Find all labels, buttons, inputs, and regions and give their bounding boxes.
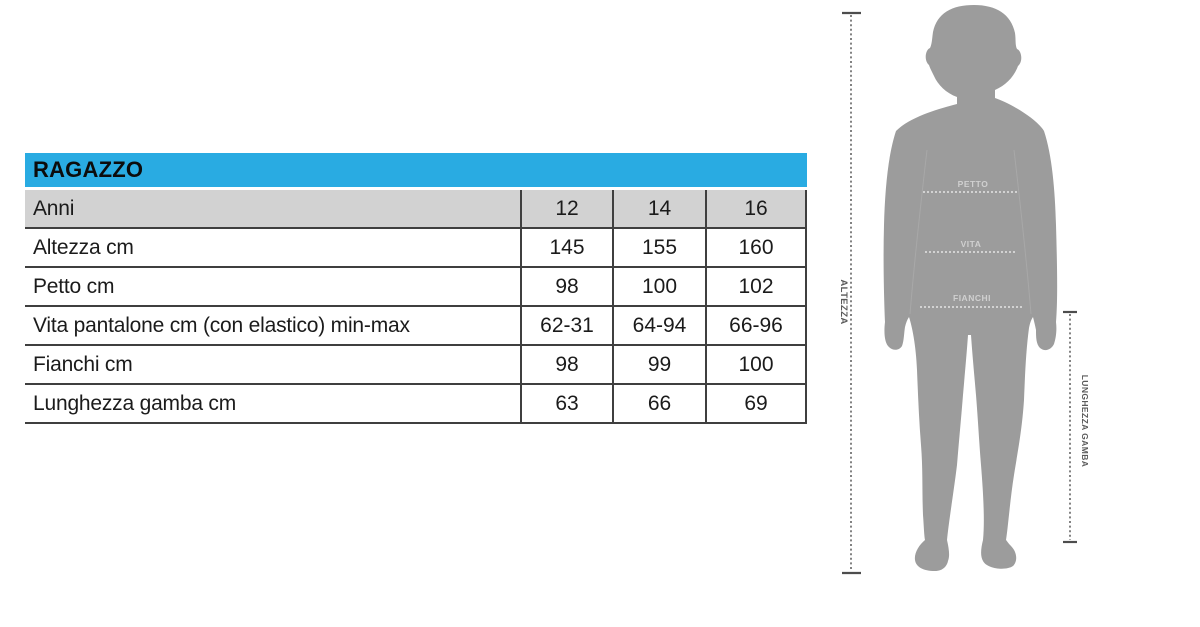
row-label: Petto cm: [33, 274, 115, 298]
chest-label: PETTO: [957, 179, 989, 189]
waist-label: VITA: [960, 239, 982, 249]
leg-length-label: LUNGHEZZA GAMBA: [1080, 374, 1090, 468]
body-measurement-diagram: [830, 0, 1200, 627]
table-row-altezza: [25, 229, 807, 268]
cell-value: 160: [705, 229, 807, 266]
table-row-anni: [25, 190, 807, 229]
table-title: RAGAZZO: [33, 157, 144, 182]
row-label: Fianchi cm: [33, 352, 133, 376]
row-header-label: Anni: [33, 196, 75, 220]
table-title-bar: [25, 153, 807, 187]
cell-value: 66-96: [705, 307, 807, 344]
size-col-12: 12: [520, 190, 612, 227]
measurement-figure-svg: [830, 0, 1200, 627]
size-table: [25, 153, 807, 424]
cell-value: 155: [612, 229, 705, 266]
table-row-lunghezza-gamba: [25, 385, 807, 424]
cell-value: 102: [705, 268, 807, 305]
row-label: Altezza cm: [33, 235, 134, 259]
cell-value: 63: [520, 385, 612, 422]
cell-value: 69: [705, 385, 807, 422]
table-row-fianchi: [25, 346, 807, 385]
cell-value: 66: [612, 385, 705, 422]
cell-value: 62-31: [520, 307, 612, 344]
cell-value: 145: [520, 229, 612, 266]
hips-label: FIANCHI: [953, 293, 991, 303]
cell-value: 64-94: [612, 307, 705, 344]
size-col-16: 16: [705, 190, 807, 227]
boy-silhouette: [884, 5, 1058, 571]
height-label: ALTEZZA: [838, 279, 849, 325]
table-body: [25, 190, 807, 424]
cell-value: 99: [612, 346, 705, 383]
leg-length-measure-line: [1063, 312, 1077, 542]
row-label: Vita pantalone cm (con elastico) min-max: [33, 313, 410, 337]
cell-value: 100: [612, 268, 705, 305]
cell-value: 100: [705, 346, 807, 383]
row-label: Lunghezza gamba cm: [33, 391, 237, 415]
cell-value: 98: [520, 268, 612, 305]
size-col-14: 14: [612, 190, 705, 227]
table-row-petto: [25, 268, 807, 307]
cell-value: 98: [520, 346, 612, 383]
table-row-vita: [25, 307, 807, 346]
